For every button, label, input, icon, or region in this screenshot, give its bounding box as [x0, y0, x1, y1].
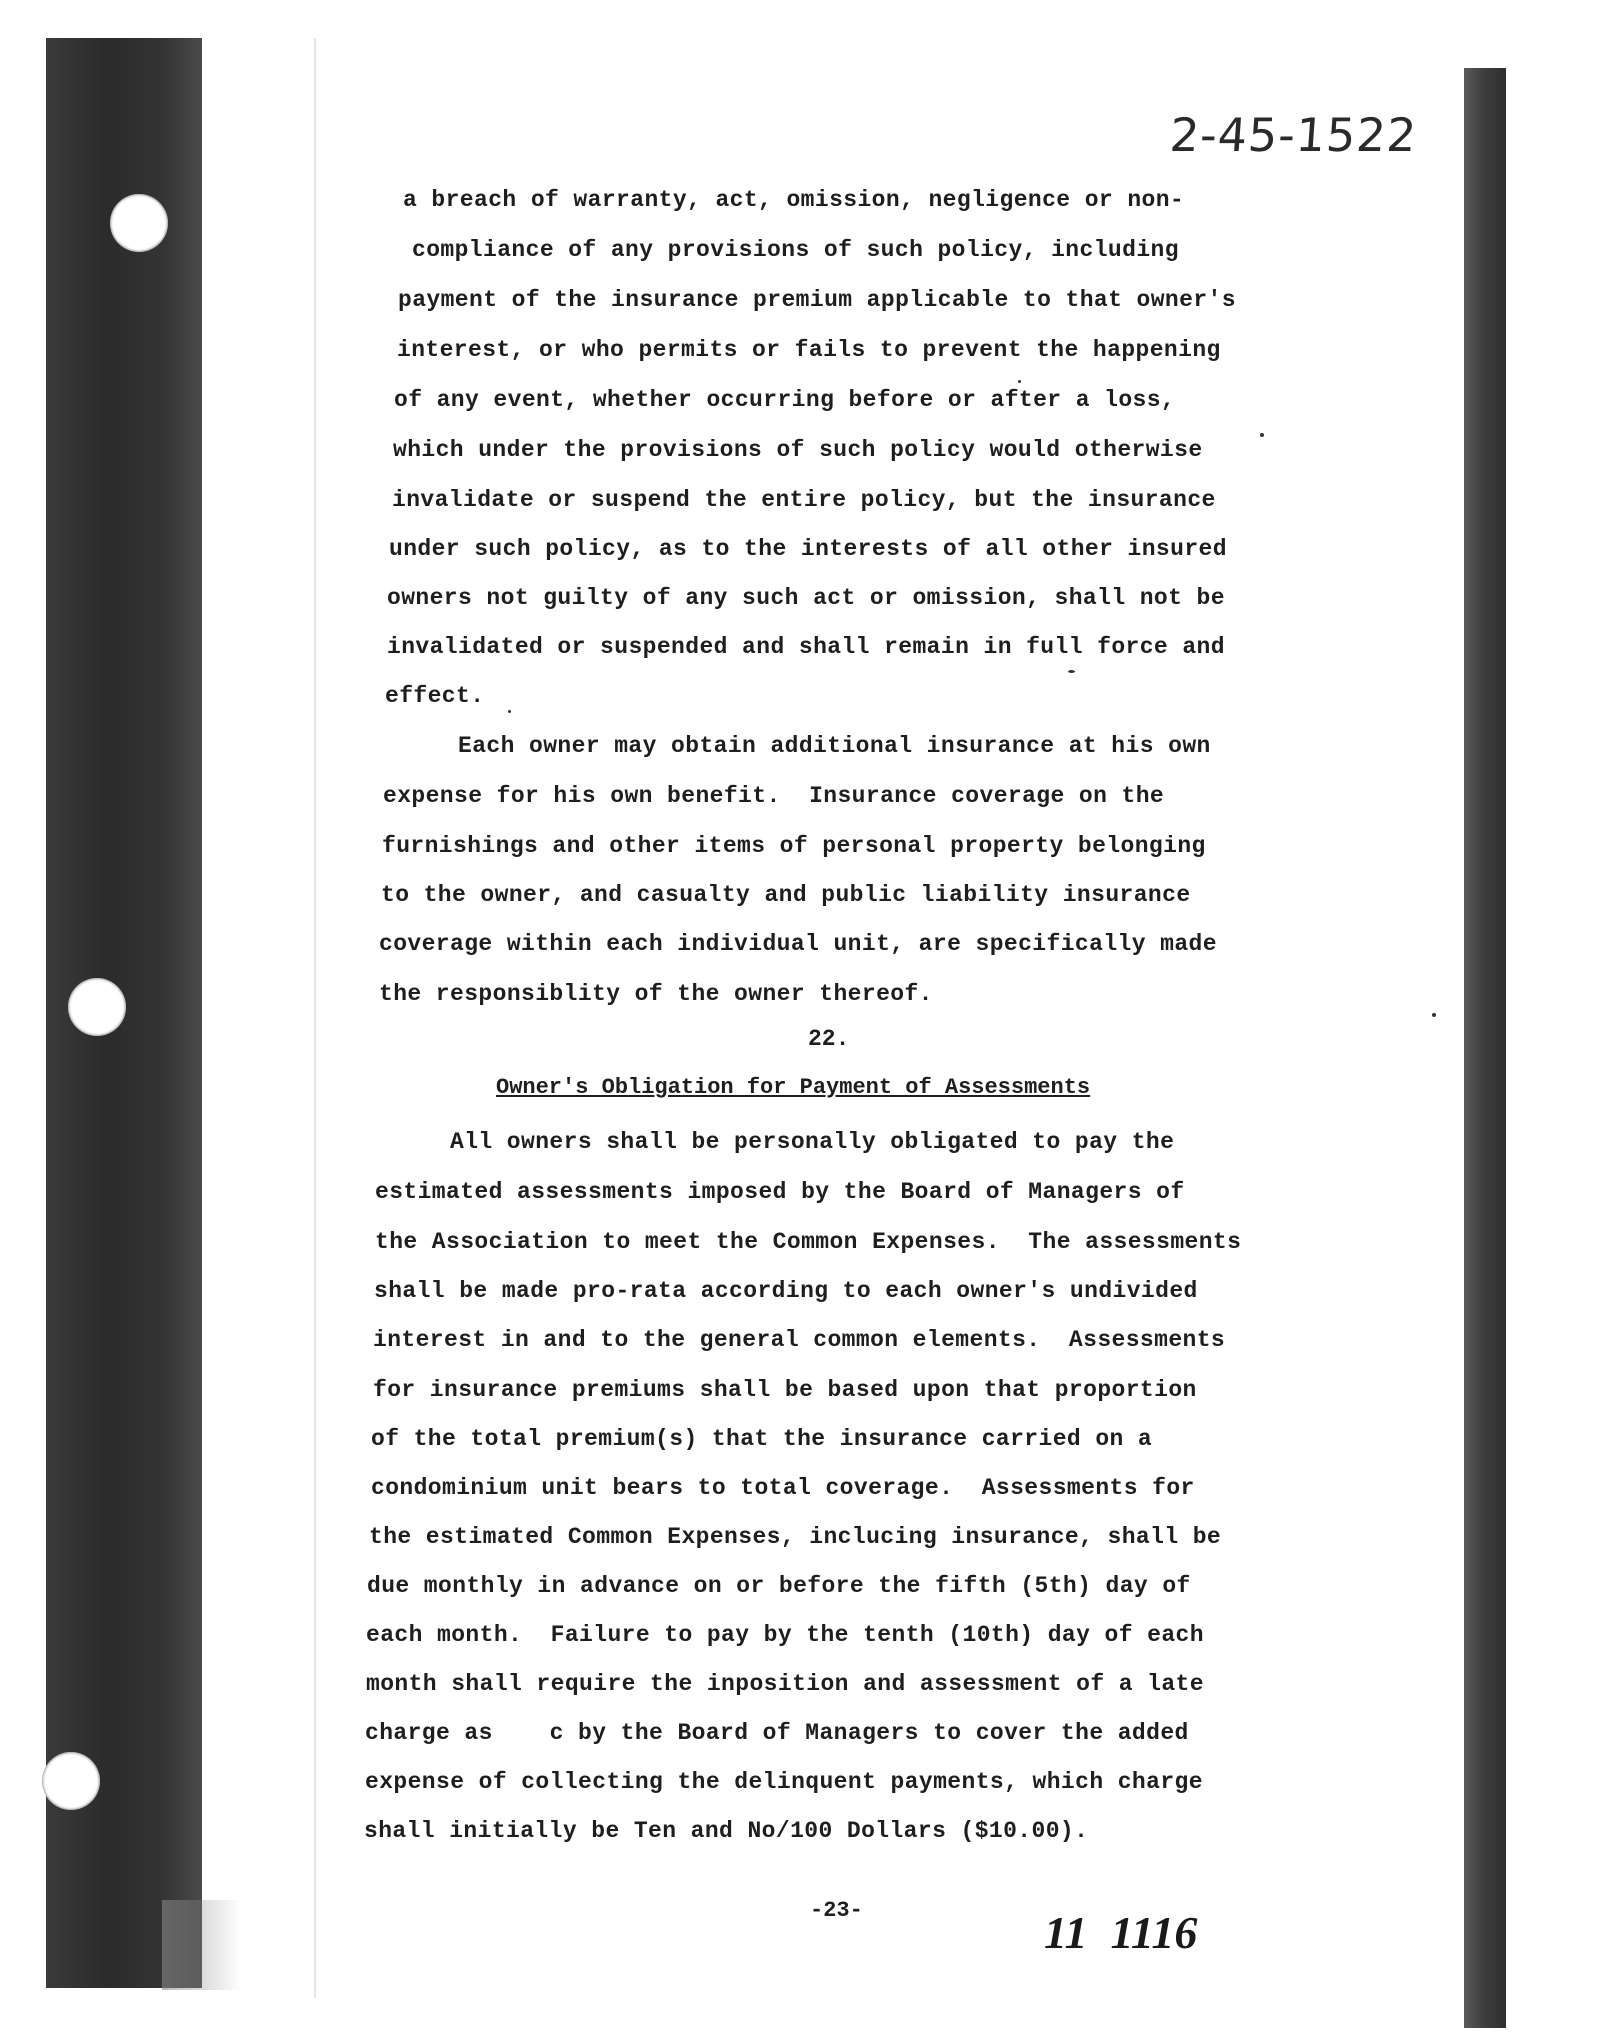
- page-number: -23-: [810, 1898, 863, 1923]
- text-line: shall initially be Ten and No/100 Dollars ($10.00).: [364, 1818, 1089, 1844]
- section-heading: Owner's Obligation for Payment of Assessments: [496, 1075, 1091, 1100]
- text-line: which under the provisions of such policy would otherwise: [393, 437, 1203, 463]
- text-line: to the owner, and casualty and public liability insurance: [381, 882, 1191, 908]
- text-line: effect.: [385, 683, 485, 709]
- punch-hole: [110, 194, 168, 252]
- text-line: month shall require the inposition and assessment of a late: [366, 1671, 1204, 1697]
- text-line: invalidate or suspend the entire policy, but the insurance: [392, 487, 1216, 513]
- section-number: 22.: [808, 1026, 850, 1052]
- text-line: interest in and to the general common elements. Assessments: [373, 1327, 1226, 1353]
- scan-speck: [1068, 670, 1075, 673]
- text-line: coverage within each individual unit, are specifically made: [379, 931, 1217, 957]
- page-edge-line: [314, 38, 316, 1998]
- scan-speck: [508, 710, 511, 713]
- text-line: the Association to meet the Common Expenses. The assessments: [375, 1229, 1242, 1255]
- text-line: each month. Failure to pay by the tenth (10th) day of each: [366, 1622, 1204, 1648]
- text-line: interest, or who permits or fails to prevent the happening: [397, 337, 1221, 363]
- text-line: the responsiblity of the owner thereof.: [379, 981, 933, 1007]
- punch-hole: [68, 978, 126, 1036]
- text-line: for insurance premiums shall be based upon that proportion: [373, 1377, 1197, 1403]
- recording-stamp: 11 1116: [1044, 1907, 1198, 1958]
- document-number: 2-45-1522: [1168, 108, 1419, 162]
- text-line: compliance of any provisions of such policy, including: [412, 237, 1179, 263]
- text-line: due monthly in advance on or before the fifth (5th) day of: [367, 1573, 1191, 1599]
- scan-speck: [1260, 433, 1264, 437]
- text-line: of any event, whether occurring before or after a loss,: [394, 387, 1176, 413]
- text-line: Each owner may obtain additional insurance at his own: [458, 733, 1211, 759]
- text-line: the estimated Common Expenses, inclucing insurance, shall be: [369, 1524, 1222, 1550]
- text-line: under such policy, as to the interests of all other insured: [389, 536, 1227, 562]
- text-line: expense for his own benefit. Insurance coverage on the: [383, 783, 1165, 809]
- text-line: a breach of warranty, act, omission, negligence or non-: [403, 187, 1185, 213]
- text-line: All owners shall be personally obligated to pay the: [450, 1129, 1175, 1155]
- text-line: condominium unit bears to total coverage. Assessments for: [371, 1475, 1195, 1501]
- scan-speck: [1432, 1013, 1436, 1017]
- text-line: invalidated or suspended and shall remain in full force and: [387, 634, 1225, 660]
- text-line: expense of collecting the delinquent payments, which charge: [365, 1769, 1203, 1795]
- punch-hole: [42, 1752, 100, 1810]
- text-line: shall be made pro-rata according to each owner's undivided: [374, 1278, 1198, 1304]
- text-line: of the total premium(s) that the insurance carried on a: [371, 1426, 1153, 1452]
- scan-speck: [1018, 380, 1021, 383]
- text-line: estimated assessments imposed by the Board of Managers of: [375, 1179, 1185, 1205]
- text-line: charge as c by the Board of Managers to cover the added: [365, 1720, 1189, 1746]
- text-line: owners not guilty of any such act or omission, shall not be: [387, 585, 1225, 611]
- scan-binding-strip-right: [1464, 68, 1506, 2028]
- scan-shadow: [162, 1900, 242, 1990]
- text-line: payment of the insurance premium applicable to that owner's: [398, 287, 1236, 313]
- text-line: furnishings and other items of personal property belonging: [382, 833, 1206, 859]
